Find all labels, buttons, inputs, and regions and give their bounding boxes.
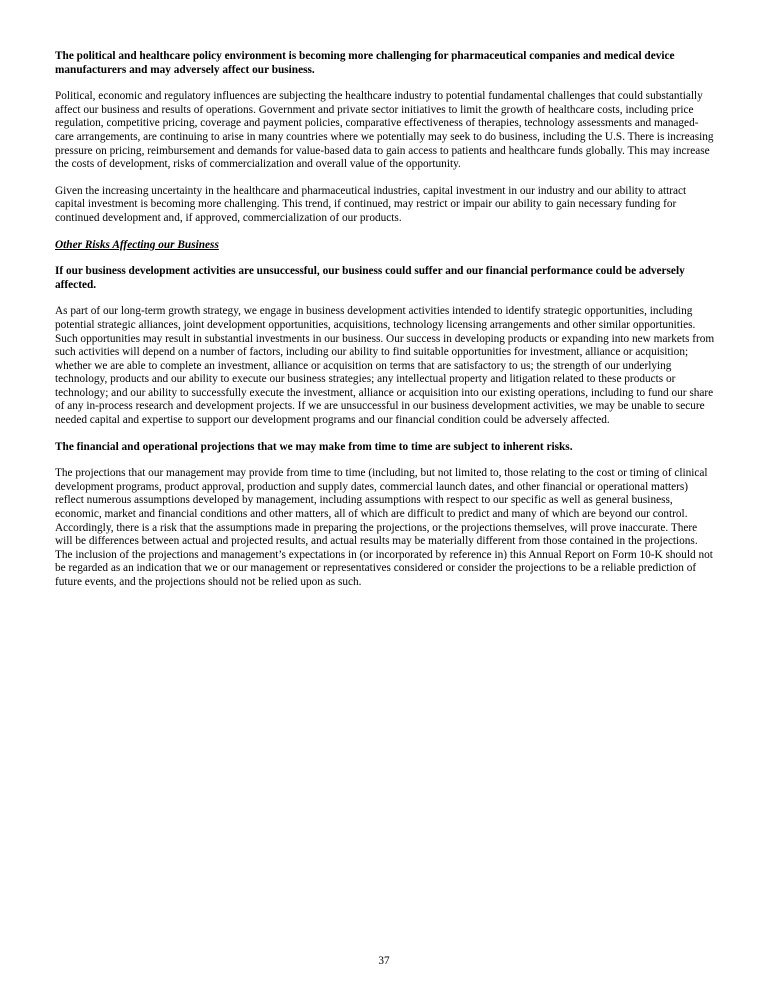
paragraph-projections: The projections that our management may provide from time to time (including, but not limited to, those relating to the cost or timing of clinical development programs, product approval, production and supply dates, commercial launch dates, and other financial or operational matters) reflect numerous assumptions developed by management, including assumptions with respect to our specific as well as general business, economic, market and financial conditions and other matters, all of which are difficult to predict and many of which are beyond our control. Accordingly, there is a risk that the assumptions made in preparing the projections, or the projections themselves, will prove inaccurate. There will be differences between actual and projected results, and actual results may be materially different from those contained in the projections. The inclusion of the projections and management’s expectations in (or incorporated by reference in) this Annual Report on Form 10-K should not be regarded as an indication that we or our management or representatives considered or consider the projections to be a reliable prediction of future events, and the projections should not be relied upon as such. [55, 467, 713, 588]
document-body [55, 50, 715, 603]
risk-heading-business-development: If our business development activities are unsuccessful, our business could suffer and our financial performance could be adversely affected. [55, 265, 685, 291]
page-number: 37 [378, 955, 390, 967]
risk-heading-policy-environment: The political and healthcare policy environment is becoming more challenging for pharmaceutical companies and medical device manufacturers and may adversely affect our business. [55, 50, 675, 76]
paragraph-capital-investment: Given the increasing uncertainty in the healthcare and pharmaceutical industries, capital investment in our industry and our ability to attract capital investment is becoming more challenging. This trend, if continued, may restrict or impair our ability to gain necessary funding for continued development and, if approved, commercialization of our products. [55, 184, 687, 224]
paragraph-business-development: As part of our long-term growth strategy, we engage in business development activities intended to identify strategic opportunities, including potential strategic alliances, joint development opportunities, acquisitions, technology licensing arrangements and other similar opportunities. Such opportunities may result in substantial investments in our business. Our success in developing products or expanding into new markets from such activities will depend on a number of factors, including our ability to find suitable opportunities for investment, alliance or acquisition; whether we are able to complete an investment, alliance or acquisition on terms that are satisfactory to us; the strength of our underlying technology, products and our ability to execute our business strategies; any intellectual property and litigation related to these products or technology; and our ability to successfully execute the investment, alliance or acquisition into our existing operations, including to fund our share of any in-process research and development projects. If we are unsuccessful in our business development activities, we may be unable to secure needed capital and expertise to support our development programs and our financial condition could be adversely affected. [55, 305, 715, 427]
section-title-other-risks: Other Risks Affecting our Business [55, 238, 219, 251]
paragraph-policy-influences: Political, economic and regulatory influences are subjecting the healthcare industry to potential fundamental challenges that could substantially affect our business and results of operations. Government and private sector initiatives to limit the growth of healthcare costs, including price regulation, competitive pricing, coverage and payment policies, comparative effectiveness of therapies, technology assessments and managed-care arrangements, are continuing to arise in many countries where we potentially may seek to do business, including the U.S. There is increasing pressure on pricing, reimbursement and demands for value-based data to gain access to patients and healthcare funds globally. This may increase the costs of development, risks of commercialization and overall value of the opportunity. [55, 90, 714, 171]
risk-heading-projections: The financial and operational projections that we may make from time to time are subject to inherent risks. [55, 440, 573, 453]
